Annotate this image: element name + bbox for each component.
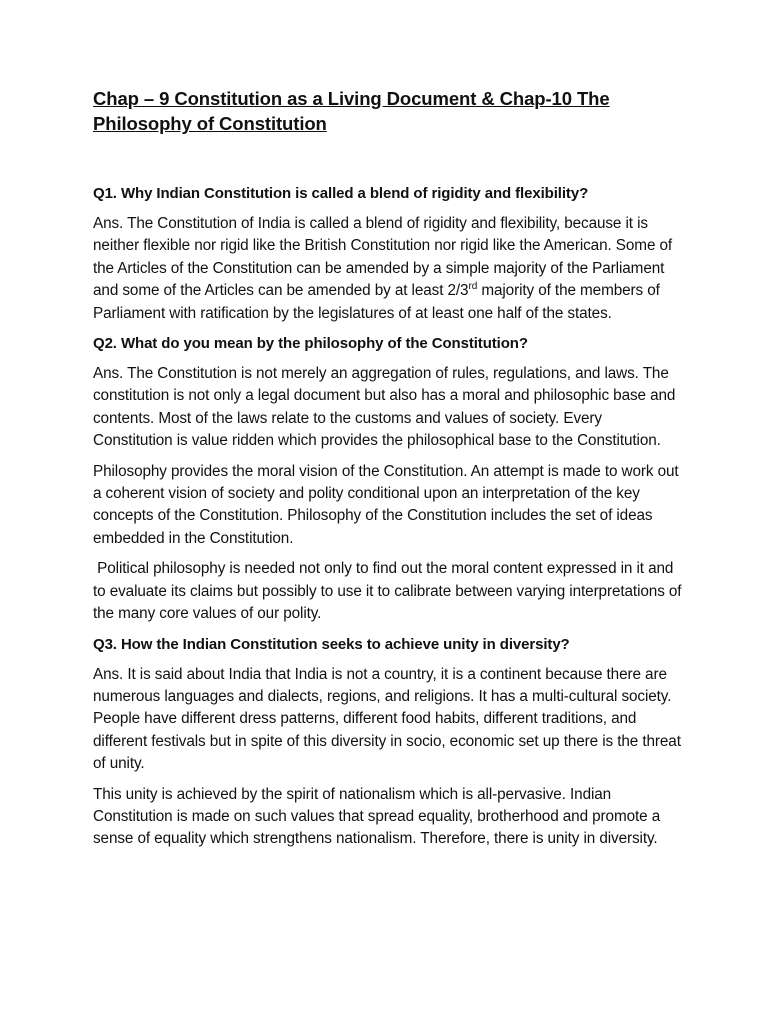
spacer (93, 550, 685, 558)
spacer (93, 205, 685, 213)
spacer (93, 136, 685, 183)
answer-2: Ans. The Constitution is not merely an aggregation of rules, regulations, and laws. The constitution is not only a legal document but also has a moral and philosophic base and contents. Most of the laws relate to the customs and values of society. Every Constitution is value ridden which provides the philosophical base to the Constitution. (93, 365, 676, 450)
answer-3: Ans. It is said about India that India is not a country, it is a continent because there are numerous languages and dialects, regions, and religions. It has a multi-cultural society. People have different dress patterns, different food habits, different traditions, and different festivals but in spite of this diversity in socio, economic set up there is the threat of unity. (93, 665, 681, 773)
answer-2-paragraph-3: Political philosophy is needed not only to find out the moral content expressed in it and to evaluate its claims but possibly to use it to calibrate between varying interpretations of the many core values of our polity. (93, 560, 686, 623)
spacer (93, 776, 685, 784)
spacer (93, 325, 685, 333)
spacer (93, 355, 685, 363)
answer-1-superscript: rd (468, 281, 478, 293)
answer-1-text: Ans. The Constitution of India is called a blend of rigidity and flexibility, because it is neither flexible nor rigid like the British Constitution nor rigid like the American. Some of the Articles of the Constitution can be amended by a simple majority of the Parliament and some of the Articles can be amended by at least 2/3 (93, 215, 673, 300)
spacer (93, 626, 685, 634)
answer-1-text-cont: majority of the members of Parliament with ratification by the legislatures of at least one half of the states. (93, 282, 660, 322)
spacer (93, 656, 685, 664)
question-2: Q2. What do you mean by the philosophy of the Constitution? (93, 335, 528, 353)
answer-3-paragraph-2: This unity is achieved by the spirit of nationalism which is all-pervasive. Indian Constitution is made on such values that spread equality, brotherhood and promote a sense of equality which strengthens nationalism. Therefore, there is unity in diversity. (93, 785, 661, 848)
document-title: Chap – 9 Constitution as a Living Document & Chap-10 The Philosophy of Constitution (93, 88, 610, 134)
document-page (93, 86, 685, 851)
spacer (93, 453, 685, 461)
question-1: Q1. Why Indian Constitution is called a blend of rigidity and flexibility? (93, 185, 589, 202)
question-3: Q3. How the Indian Constitution seeks to achieve unity in diversity? (93, 635, 570, 653)
answer-2-paragraph-2: Philosophy provides the moral vision of the Constitution. An attempt is made to work out a coherent vision of society and polity conditional upon an interpretation of the key concepts of the Constitution. Philosophy of the Constitution includes the set of ideas embedded in the Constitution. (93, 462, 679, 547)
answer-1 (93, 213, 685, 325)
